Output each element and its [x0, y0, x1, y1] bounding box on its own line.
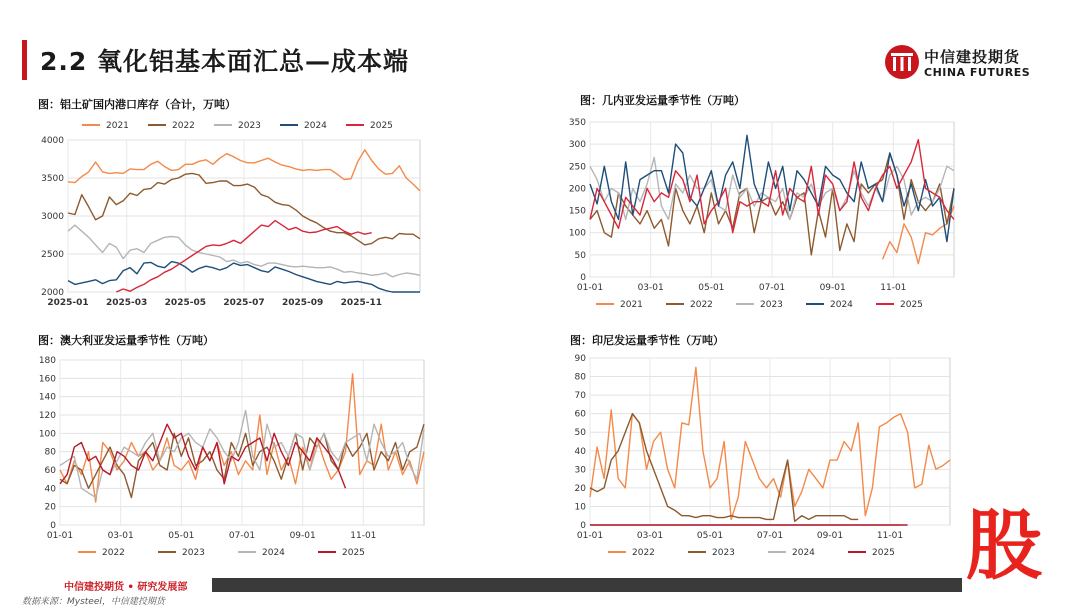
- x-tick-label: 11-01: [880, 283, 907, 293]
- x-tick-label: 09-01: [819, 283, 846, 293]
- legend-label: 2024: [304, 121, 327, 131]
- chart-4-title: 图：印尼发运量季节性（万吨）: [570, 334, 724, 347]
- legend-label: 2025: [900, 300, 923, 310]
- y-tick-label: 350: [568, 118, 586, 128]
- y-tick-label: 40: [574, 446, 586, 457]
- logo-text-cn: 中信建投期货: [924, 48, 1021, 66]
- x-tick-label: 05-01: [168, 531, 195, 541]
- legend-label: 2025: [872, 548, 895, 558]
- legend-label: 2024: [830, 300, 853, 310]
- y-tick-label: 50: [574, 428, 586, 439]
- x-tick-label: 05-01: [698, 283, 725, 293]
- x-tick-label: 03-01: [107, 531, 134, 541]
- y-tick-label: 3000: [41, 212, 64, 222]
- y-tick-label: 60: [574, 409, 586, 420]
- x-tick-label: 05-01: [696, 531, 724, 541]
- x-tick-label: 01-01: [576, 283, 604, 293]
- x-tick-label: 11-01: [876, 531, 904, 541]
- legend-label: 2024: [792, 548, 815, 558]
- x-tick-label: 03-01: [637, 283, 664, 293]
- x-tick-label: 2025-01: [47, 298, 89, 308]
- x-tick-label: 03-01: [636, 531, 664, 541]
- footer-source: 数据来源：Mysteel，中信建投期货: [22, 597, 165, 607]
- y-tick-label: 120: [38, 411, 56, 421]
- legend-label: 2025: [342, 548, 365, 558]
- chart-guinea-shipments: [560, 112, 970, 322]
- y-tick-label: 100: [568, 228, 586, 239]
- y-tick-label: 80: [574, 372, 586, 383]
- legend-label: 2025: [370, 121, 393, 131]
- x-tick-label: 2025-11: [340, 298, 382, 308]
- y-tick-label: 160: [38, 374, 56, 385]
- stamp-glyph: 股: [966, 501, 1042, 590]
- y-tick-label: 3500: [41, 174, 64, 184]
- x-tick-label: 01-01: [576, 531, 604, 541]
- legend-label: 2022: [690, 300, 713, 310]
- y-tick-label: 4000: [41, 136, 64, 146]
- y-tick-label: 200: [568, 184, 586, 195]
- y-tick-label: 80: [44, 447, 56, 458]
- y-tick-label: 100: [38, 429, 56, 440]
- x-tick-label: 2025-07: [223, 298, 265, 308]
- x-tick-label: 11-01: [350, 531, 377, 541]
- brand-logo: [884, 44, 1044, 84]
- logo-text-en: CHINA FUTURES: [924, 66, 1031, 79]
- chart-3-title: 图：澳大利亚发运量季节性（万吨）: [38, 334, 214, 347]
- legend-label: 2021: [106, 121, 129, 131]
- x-tick-label: 09-01: [289, 531, 316, 541]
- page-title: 2.2 氧化铝基本面汇总—成本端: [40, 47, 409, 76]
- x-tick-label: 09-01: [816, 531, 844, 541]
- y-tick-label: 20: [574, 483, 586, 494]
- x-tick-label: 07-01: [758, 283, 786, 293]
- chart-indonesia-shipments: [560, 350, 960, 565]
- legend-label: 2021: [620, 300, 643, 310]
- legend-label: 2023: [712, 548, 735, 558]
- title-accent-bar: [22, 40, 27, 80]
- legend-label: 2022: [632, 548, 655, 558]
- stamp-glyph-mark: [966, 501, 1062, 594]
- y-tick-label: 0: [50, 521, 56, 531]
- y-tick-label: 20: [44, 502, 56, 513]
- y-tick-label: 70: [574, 391, 586, 402]
- chart-bauxite-port-inventory: [30, 112, 430, 312]
- x-tick-label: 01-01: [46, 531, 74, 541]
- x-tick-label: 2025-03: [106, 298, 148, 308]
- y-tick-label: 30: [574, 465, 586, 476]
- y-tick-label: 150: [568, 206, 586, 217]
- footer-org: 中信建投期货 • 研究发展部: [64, 582, 188, 593]
- legend-label: 2023: [760, 300, 783, 310]
- china-futures-logo-icon: [884, 44, 920, 80]
- y-tick-label: 300: [568, 140, 586, 151]
- legend-label: 2023: [182, 548, 205, 558]
- legend-label: 2022: [172, 121, 195, 131]
- legend-label: 2024: [262, 548, 285, 558]
- y-tick-label: 40: [44, 484, 56, 495]
- y-tick-label: 60: [44, 466, 56, 476]
- y-tick-label: 10: [574, 502, 586, 513]
- y-tick-label: 2500: [41, 250, 64, 260]
- x-tick-label: 2025-09: [282, 298, 324, 308]
- chart-australia-shipments: [30, 350, 430, 565]
- y-tick-label: 2000: [41, 288, 64, 298]
- x-tick-label: 07-01: [228, 531, 256, 541]
- legend-label: 2023: [238, 121, 261, 131]
- x-tick-label: 2025-05: [164, 298, 206, 308]
- y-tick-label: 0: [580, 521, 586, 531]
- chart-2-title: 图：几内亚发运量季节性（万吨）: [580, 94, 745, 107]
- y-tick-label: 180: [38, 356, 56, 366]
- chart-1-title: 图：铝土矿国内港口库存（合计，万吨）: [38, 98, 236, 111]
- y-tick-label: 50: [574, 250, 586, 261]
- y-tick-label: 0: [580, 273, 586, 283]
- y-tick-label: 90: [574, 354, 586, 364]
- y-tick-label: 140: [38, 392, 56, 403]
- x-tick-label: 07-01: [756, 531, 784, 541]
- legend-label: 2022: [102, 548, 125, 558]
- y-tick-label: 250: [568, 162, 586, 173]
